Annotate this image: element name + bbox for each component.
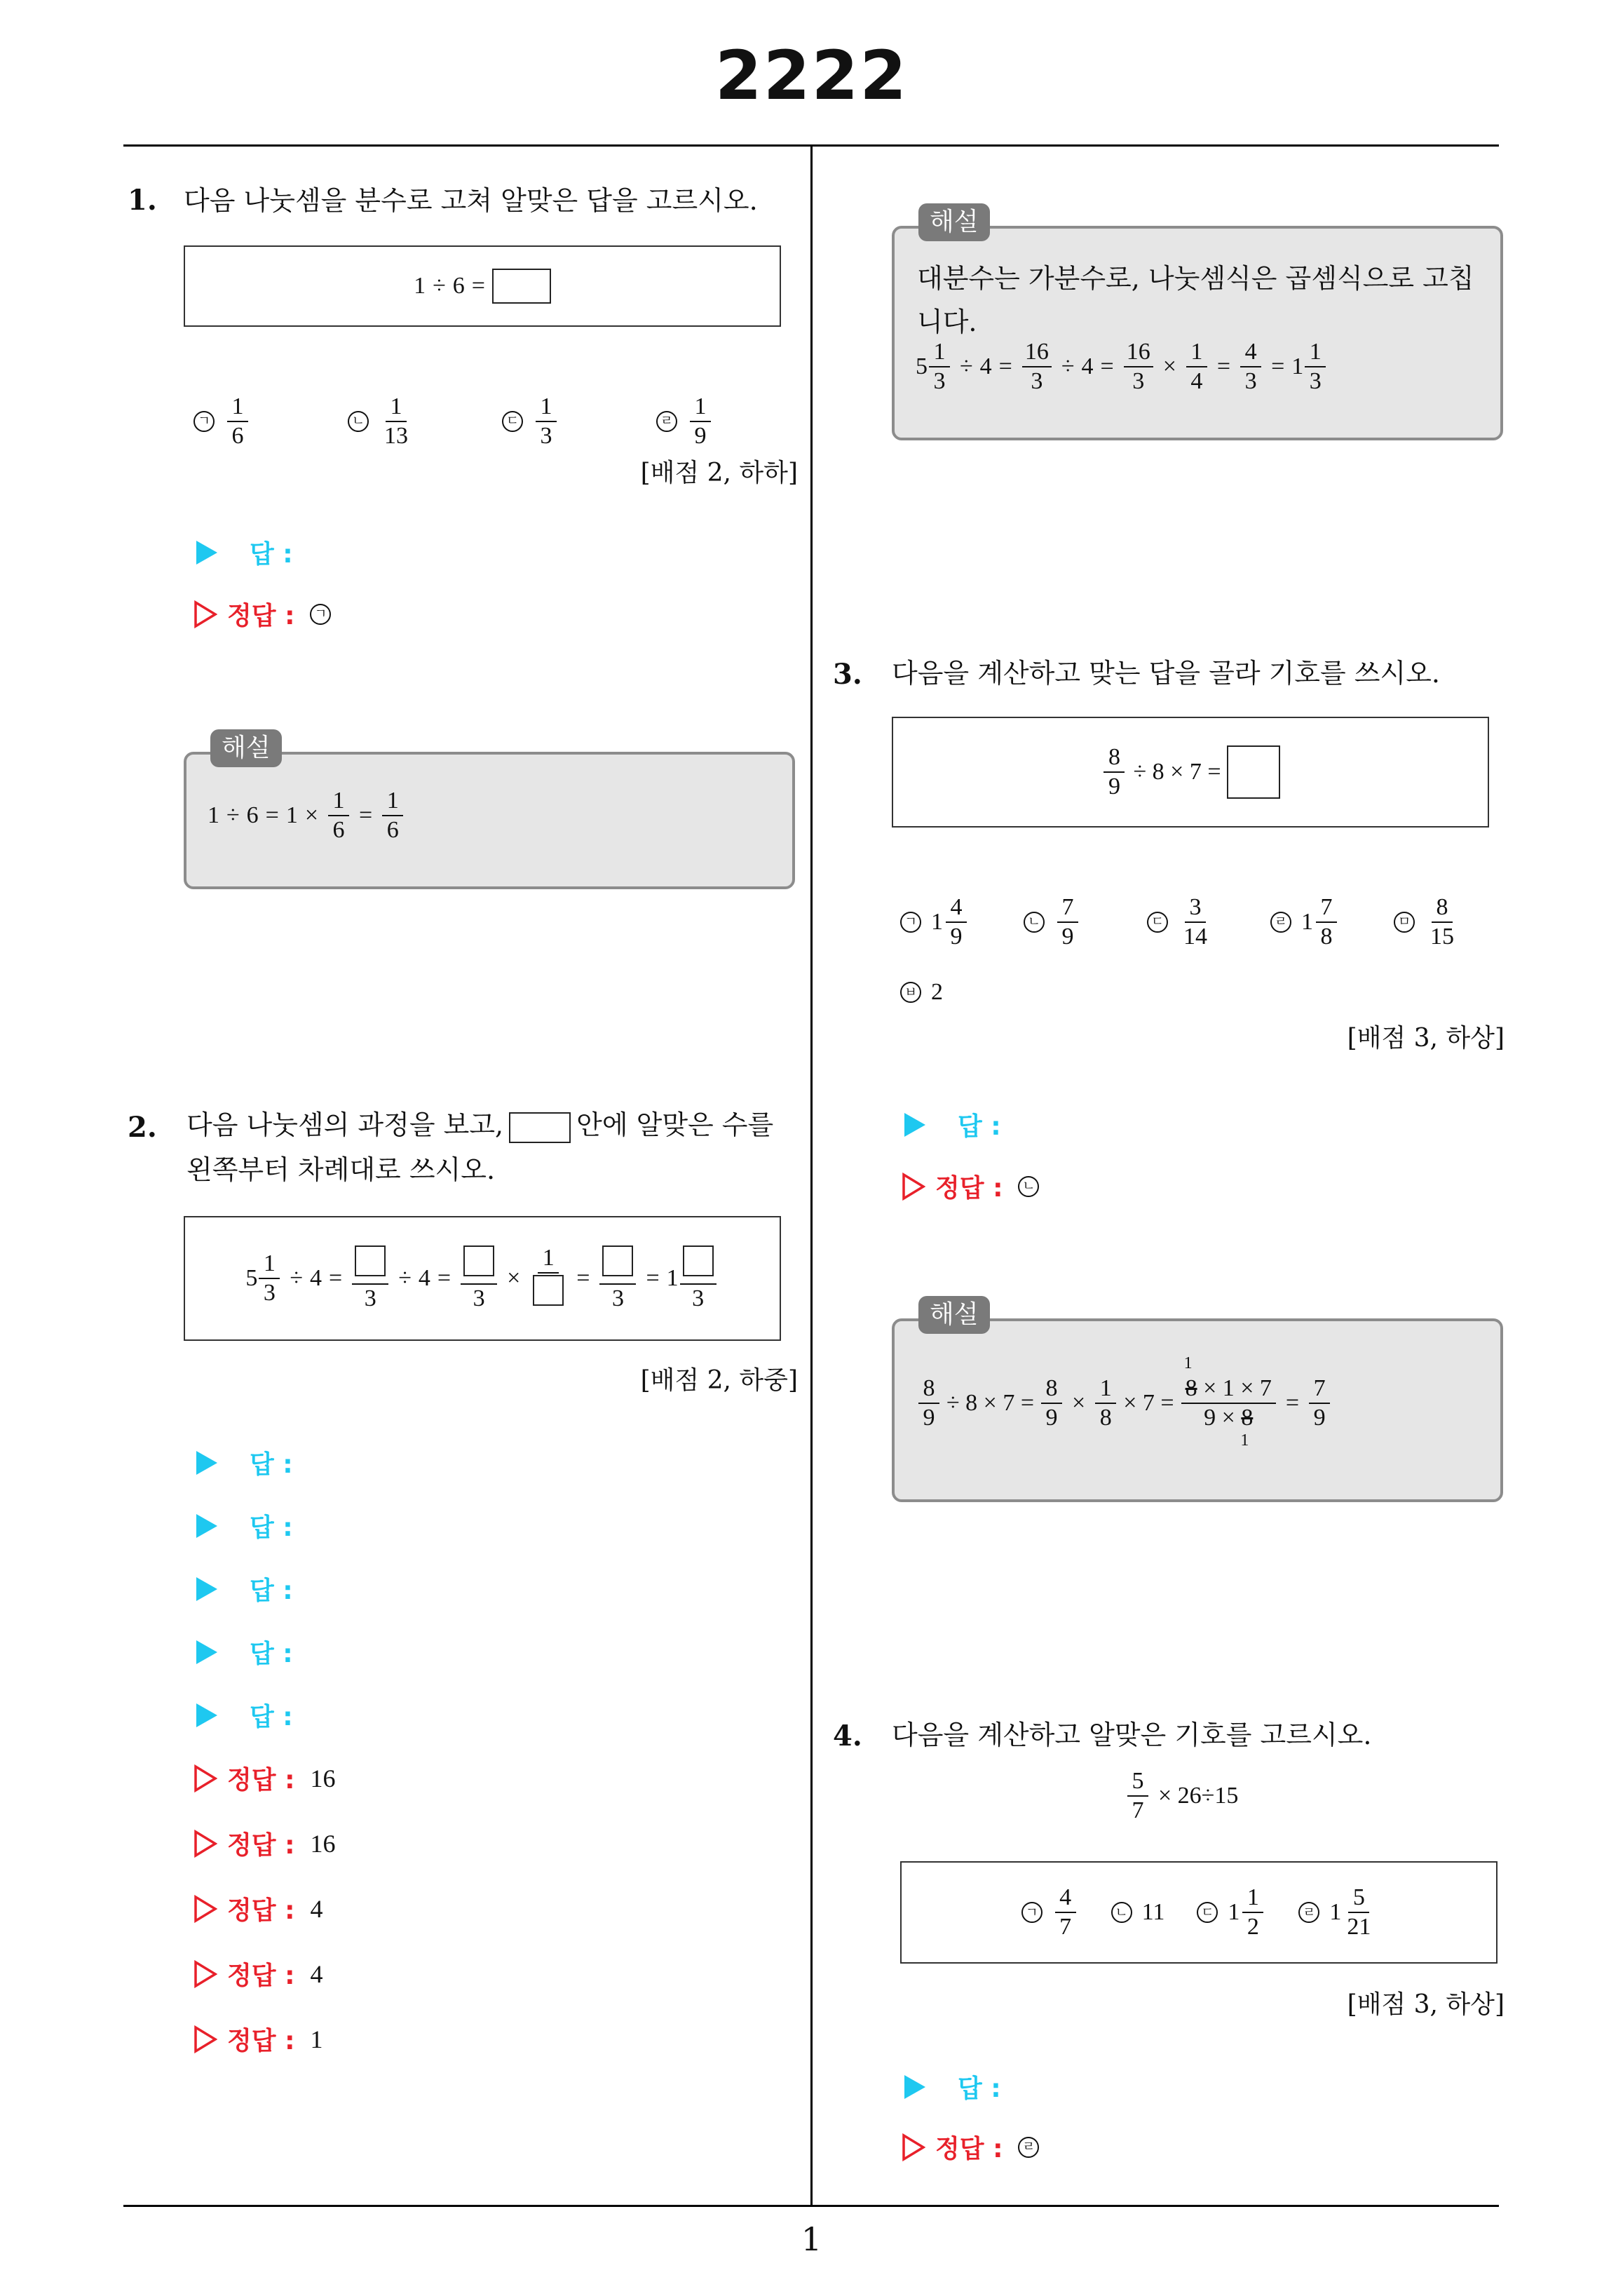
q2-expr-whole: 5	[245, 1265, 258, 1291]
q3sol-cancel-top: 1	[1183, 1354, 1193, 1372]
q3-choice-e-den: 15	[1430, 923, 1454, 950]
q2-expr-four2: 4	[418, 1265, 430, 1291]
q2-text-line2: 왼쪽부터 차례대로 쓰시오.	[186, 1154, 496, 1185]
q2-answer-row-5[interactable]	[196, 1697, 293, 1733]
q2sol-four2: 4	[1081, 353, 1094, 379]
q3-choice-b[interactable]	[1024, 895, 1147, 949]
q3-solution-tag: 해설	[918, 1296, 990, 1334]
q2-score: [배점 2, 하중]	[640, 1366, 798, 1395]
q2-correct-label-3: 정답 :	[227, 1896, 295, 1925]
q2-blank-5	[683, 1245, 714, 1276]
q2sol-d5: 3	[1244, 367, 1257, 394]
q4-choices-box	[900, 1861, 1498, 1964]
q2sol-eq4: =	[1271, 353, 1285, 379]
q1-score: [배점 2, 하하]	[640, 459, 798, 487]
q2-text-after: 안에 알맞은 수를	[576, 1109, 774, 1140]
q1-choice-c-den: 3	[540, 422, 552, 449]
q3-choices	[900, 895, 1460, 949]
q3-text: 다음을 계산하고 맞는 답을 골라 기호를 쓰시오.	[892, 658, 1441, 689]
q4-choice-c-num: 1	[1242, 1885, 1263, 1913]
q1-choice-b-den: 13	[384, 422, 408, 449]
outline-triangle-icon	[193, 1895, 217, 1923]
q4-choice-c[interactable]	[1197, 1885, 1266, 1939]
answer-arrow-icon	[196, 1451, 217, 1475]
q2sol-eq2: =	[1100, 353, 1114, 379]
q2-expr-div1: ÷	[290, 1265, 304, 1291]
q3sol-den-eight: 8	[1241, 1404, 1254, 1431]
q4-choice-b[interactable]	[1111, 1899, 1165, 1926]
q2-expr-three3: 3	[611, 1285, 624, 1311]
q1-answer-blank	[492, 269, 551, 304]
q2-correct-row-3	[193, 1891, 322, 1926]
q2-answer-label-3: 답 :	[250, 1576, 293, 1605]
q3-choice-d-num: 7	[1316, 895, 1337, 923]
q4-choice-a-marker: ㄱ	[1021, 1902, 1043, 1923]
q2-expr-eq1: =	[329, 1265, 343, 1291]
q2-correct-row-5	[193, 2021, 322, 2057]
q3-choice-d-den: 8	[1320, 923, 1333, 950]
q1-sol-b: 6	[246, 802, 259, 828]
q2sol-d3: 3	[1132, 367, 1145, 394]
q2-expr-three4: 3	[692, 1285, 705, 1311]
q2-number: 2.	[128, 1111, 157, 1144]
q2-expr-three1: 3	[364, 1285, 376, 1311]
q3sol-eq: =	[1285, 1389, 1300, 1416]
q1-choice-a[interactable]	[193, 394, 348, 448]
q2-answer-row-4[interactable]	[196, 1634, 293, 1670]
q3-correct-row	[902, 1168, 1049, 1204]
q2sol-n4: 1	[1186, 339, 1207, 367]
q2-expr-times: ×	[507, 1265, 521, 1291]
q1-expr-div: ÷	[433, 273, 446, 299]
q1-choice-a-marker: ㄱ	[193, 411, 215, 432]
q1-correct-marker: ㄱ	[310, 604, 331, 625]
q2-text	[186, 1102, 803, 1192]
q2sol-d6: 3	[1309, 367, 1322, 394]
q3sol-num-eight: 8	[1185, 1375, 1197, 1401]
q4-answer-row[interactable]	[904, 2069, 1001, 2105]
q3-answer-label: 답 :	[958, 1112, 1001, 1141]
q2-expr-eq4: =	[646, 1265, 660, 1291]
bottom-rule	[123, 2205, 1499, 2207]
q3-answer-blank	[1227, 745, 1280, 799]
answer-arrow-icon	[196, 541, 217, 565]
q3-expression-box	[892, 717, 1489, 828]
q3sol-den-nine: 9 ×	[1204, 1404, 1235, 1431]
q4-choice-c-marker: ㄷ	[1197, 1902, 1218, 1923]
q1-correct-label: 정답 :	[227, 602, 295, 630]
q2-expr-one: 1	[538, 1245, 559, 1274]
q4-choice-d-marker: ㄹ	[1298, 1902, 1319, 1923]
q1-sol-f1-num: 1	[328, 788, 349, 816]
q2-expr-eq2: =	[437, 1265, 451, 1291]
q1-choice-d[interactable]	[656, 394, 714, 448]
q2-answer-label-1: 답 :	[250, 1450, 293, 1479]
q1-choice-b[interactable]	[348, 394, 502, 448]
q1-sol-f2-num: 1	[382, 788, 403, 816]
q3sol-n2: 8	[1041, 1376, 1062, 1404]
q3-correct-label: 정답 :	[935, 1174, 1003, 1203]
q3-expr-rest: ÷ 8 × 7 =	[1133, 759, 1221, 785]
q2sol-four1: 4	[979, 353, 992, 379]
q4-correct-marker: ㄹ	[1018, 2137, 1039, 2158]
q2-answer-label-5: 답 :	[250, 1703, 293, 1731]
q4-expr-num: 5	[1127, 1769, 1148, 1797]
q3-choice-a-whole: 1	[931, 908, 943, 935]
q2sol-n1: 1	[929, 339, 950, 367]
q1-choice-c-num: 1	[536, 394, 557, 422]
q2-blank-3	[533, 1275, 564, 1306]
q1-correct-row	[193, 596, 341, 632]
q2sol-n6: 1	[1305, 339, 1326, 367]
q2-expr-div2: ÷	[398, 1265, 412, 1291]
q2-blank-4	[602, 1245, 633, 1276]
q4-choice-d-den: 21	[1347, 1914, 1371, 1940]
q1-sol-eq2: =	[359, 802, 373, 828]
q3-answer-row[interactable]	[904, 1107, 1001, 1142]
q2-correct-label-5: 정답 :	[227, 2027, 295, 2055]
q2-solution-line2: 니다.	[917, 306, 977, 337]
q2-blank-1	[355, 1245, 386, 1276]
q4-expr-den: 7	[1132, 1797, 1144, 1823]
q3sol-d5: 9	[1313, 1404, 1326, 1431]
q1-sol-div: ÷	[226, 802, 240, 828]
q2sol-one: 1	[1291, 353, 1304, 379]
outline-triangle-icon	[193, 1764, 217, 1792]
q1-sol-times: ×	[304, 802, 319, 828]
q2sol-eq3: =	[1216, 353, 1231, 379]
answer-arrow-icon	[904, 1113, 925, 1137]
q2-expr-one-whole: 1	[666, 1265, 679, 1291]
q3-choice-c-num: 3	[1185, 895, 1206, 923]
q2-solution-tag: 해설	[918, 203, 990, 241]
q1-choice-b-num: 1	[386, 394, 407, 422]
answer-arrow-icon	[196, 1577, 217, 1601]
q3-choice-f-value: 2	[931, 979, 943, 1005]
q2-answer-label-4: 답 :	[250, 1640, 293, 1668]
q4-expression	[1125, 1769, 1238, 1823]
q3sol-n1: 8	[918, 1376, 939, 1404]
q2-correct-value-2: 16	[310, 1829, 336, 1858]
q3-choice-e-marker: ㅁ	[1394, 912, 1415, 933]
q4-choice-a-num: 4	[1055, 1885, 1076, 1913]
q2-expr-eq3: =	[576, 1265, 590, 1291]
q1-sol-eq: =	[265, 802, 279, 828]
outline-triangle-icon	[193, 600, 217, 628]
q2-correct-label-4: 정답 :	[227, 1961, 295, 1990]
q1-choice-d-num: 1	[690, 394, 711, 422]
q3-choice-c-den: 14	[1183, 923, 1207, 950]
q1-number: 1.	[128, 184, 157, 217]
q3-choice-b-den: 9	[1061, 923, 1074, 950]
q1-solution-expr	[208, 788, 406, 842]
q1-choice-a-den: 6	[231, 422, 244, 449]
q2-solution-line1: 대분수는 가분수로, 나눗셈식은 곱셈식으로 고칩	[917, 263, 1474, 294]
q3-choice-e-num: 8	[1432, 895, 1453, 923]
q4-choice-b-value: 11	[1141, 1899, 1165, 1925]
q1-choice-a-num: 1	[227, 394, 248, 422]
q1-answer-row[interactable]	[196, 534, 293, 570]
q1-choice-c[interactable]	[502, 394, 656, 448]
q4-score: [배점 3, 하상]	[1347, 1990, 1505, 2019]
q4-choice-a-den: 7	[1059, 1914, 1072, 1940]
q4-choice-d-whole: 1	[1329, 1899, 1342, 1925]
q2-inline-blank	[509, 1112, 571, 1143]
outline-triangle-icon	[902, 1173, 925, 1201]
q2-answer-row-2[interactable]	[196, 1508, 293, 1544]
q2sol-n3: 16	[1124, 339, 1153, 367]
q1-expr-6: 6	[452, 273, 465, 299]
q1-sol-c: 1	[285, 802, 298, 828]
q4-choice-d[interactable]	[1298, 1885, 1376, 1939]
q3sol-mid1: ÷ 8 × 7 =	[946, 1389, 1035, 1416]
q1-expression-box	[184, 245, 781, 327]
q2-correct-value-5: 1	[310, 2025, 323, 2053]
q2sol-n2: 16	[1022, 339, 1052, 367]
q3-choice-e[interactable]	[1394, 895, 1460, 949]
q3sol-d3: 8	[1099, 1404, 1112, 1431]
q4-correct-row	[902, 2129, 1049, 2165]
q2sol-eq1: =	[998, 353, 1012, 379]
q2-text-before: 다음 나눗셈의 과정을 보고,	[186, 1109, 504, 1140]
page-title: 2222	[714, 36, 909, 115]
q4-number: 4.	[833, 1720, 862, 1753]
q1-solution-tag: 해설	[210, 729, 282, 767]
q3-choice-c[interactable]	[1147, 895, 1270, 949]
q3-choice-d-whole: 1	[1301, 908, 1313, 935]
answer-arrow-icon	[196, 1640, 217, 1664]
q3-solution-expr	[916, 1354, 1333, 1450]
q3-choice-d[interactable]	[1270, 895, 1394, 949]
q2-expr-four1: 4	[310, 1265, 322, 1291]
q4-expr-rest: × 26÷15	[1158, 1782, 1239, 1809]
q3-choice-a-num: 4	[946, 895, 967, 923]
q4-correct-label: 정답 :	[935, 2135, 1003, 2163]
outline-triangle-icon	[193, 2025, 217, 2053]
q2sol-whole: 5	[916, 353, 928, 379]
q2sol-n5: 4	[1240, 339, 1261, 367]
q2-expression-box	[184, 1216, 781, 1341]
q2-solution-expr	[916, 339, 1329, 393]
q2-expr-three2: 3	[473, 1285, 485, 1311]
answer-arrow-icon	[196, 1703, 217, 1727]
q3sol-mid2: × 7 =	[1123, 1389, 1174, 1416]
q3-choice-d-marker: ㄹ	[1270, 912, 1291, 933]
q1-sol-f2-den: 6	[386, 816, 399, 843]
q2-correct-label-2: 정답 :	[227, 1831, 295, 1860]
q3sol-d2: 9	[1045, 1404, 1058, 1431]
answer-arrow-icon	[904, 2075, 925, 2099]
q2sol-d1: 3	[933, 367, 946, 394]
q3-choice-f-marker: ㅂ	[900, 982, 921, 1003]
q3sol-cancel-bot: 1	[1240, 1431, 1249, 1450]
q3-choice-a-marker: ㄱ	[900, 912, 921, 933]
q2-answer-row-3[interactable]	[196, 1571, 293, 1607]
q3-choice-b-marker: ㄴ	[1024, 912, 1045, 933]
q2sol-div2: ÷	[1061, 353, 1075, 379]
q1-text: 다음 나눗셈을 분수로 고쳐 알맞은 답을 고르시오.	[184, 185, 758, 216]
q3-choice-a-den: 9	[950, 923, 963, 950]
column-divider	[810, 144, 813, 2206]
q2-correct-label-1: 정답 :	[227, 1766, 295, 1795]
q3-choice-a[interactable]	[900, 895, 1024, 949]
q2-correct-value-4: 4	[310, 1959, 323, 1988]
q1-choice-d-marker: ㄹ	[656, 411, 677, 432]
page-number: 1	[801, 2220, 822, 2258]
outline-triangle-icon	[193, 1830, 217, 1858]
outline-triangle-icon	[902, 2133, 925, 2161]
q4-choice-d-num: 5	[1348, 1885, 1369, 1913]
q2-blank-2	[463, 1245, 494, 1276]
q1-expr-eq: =	[471, 273, 485, 299]
q4-choice-c-den: 2	[1247, 1914, 1259, 1940]
q1-choice-b-marker: ㄴ	[348, 411, 369, 432]
q2-correct-row-2	[193, 1825, 335, 1861]
q3sol-times: ×	[1072, 1389, 1086, 1416]
q3-score: [배점 3, 하상]	[1347, 1024, 1505, 1053]
q3sol-n5: 7	[1309, 1376, 1330, 1404]
q3sol-num-rest: × 1 × 7	[1203, 1375, 1272, 1401]
q2-correct-value-1: 16	[310, 1764, 336, 1792]
q3sol-n3: 1	[1095, 1376, 1116, 1404]
q2-answer-row-1[interactable]	[196, 1445, 293, 1480]
q3-choice-b-num: 7	[1057, 895, 1078, 923]
q3-choice-c-marker: ㄷ	[1147, 912, 1168, 933]
q4-choice-c-whole: 1	[1228, 1899, 1240, 1925]
q1-sol-a: 1	[208, 802, 219, 828]
q1-choice-c-marker: ㄷ	[502, 411, 523, 432]
q1-choices	[193, 394, 714, 448]
q2-answer-label-2: 답 :	[250, 1513, 293, 1542]
q2sol-d4: 4	[1190, 367, 1203, 394]
q2sol-d2: 3	[1031, 367, 1043, 394]
q1-choice-d-den: 9	[694, 422, 707, 449]
q4-answer-label: 답 :	[958, 2074, 1001, 2103]
outline-triangle-icon	[193, 1960, 217, 1988]
q2sol-times: ×	[1162, 353, 1176, 379]
q3-choice-f[interactable]	[900, 979, 943, 1006]
q2sol-div1: ÷	[960, 353, 973, 379]
q4-choice-b-marker: ㄴ	[1111, 1902, 1132, 1923]
q2-correct-row-4	[193, 1956, 322, 1992]
q2-correct-value-3: 4	[310, 1894, 323, 1923]
q3-expr-den: 9	[1108, 774, 1120, 799]
answer-arrow-icon	[196, 1514, 217, 1538]
q3-correct-marker: ㄴ	[1018, 1176, 1039, 1197]
q2-correct-row-1	[193, 1760, 335, 1796]
q1-sol-f1-den: 6	[332, 816, 345, 843]
q1-expr-1: 1	[414, 273, 426, 299]
q3sol-d1: 9	[923, 1404, 935, 1431]
q4-text: 다음을 계산하고 알맞은 기호를 고르시오.	[892, 1720, 1372, 1750]
q2-expr-d: 3	[263, 1280, 276, 1306]
q4-choice-a[interactable]	[1021, 1885, 1079, 1939]
q3-expr-num: 8	[1103, 745, 1125, 773]
q2-expr-n: 1	[259, 1251, 280, 1279]
q3-number: 3.	[833, 658, 862, 691]
q2-solution-text	[917, 257, 1492, 344]
q1-answer-label: 답 :	[250, 540, 293, 569]
